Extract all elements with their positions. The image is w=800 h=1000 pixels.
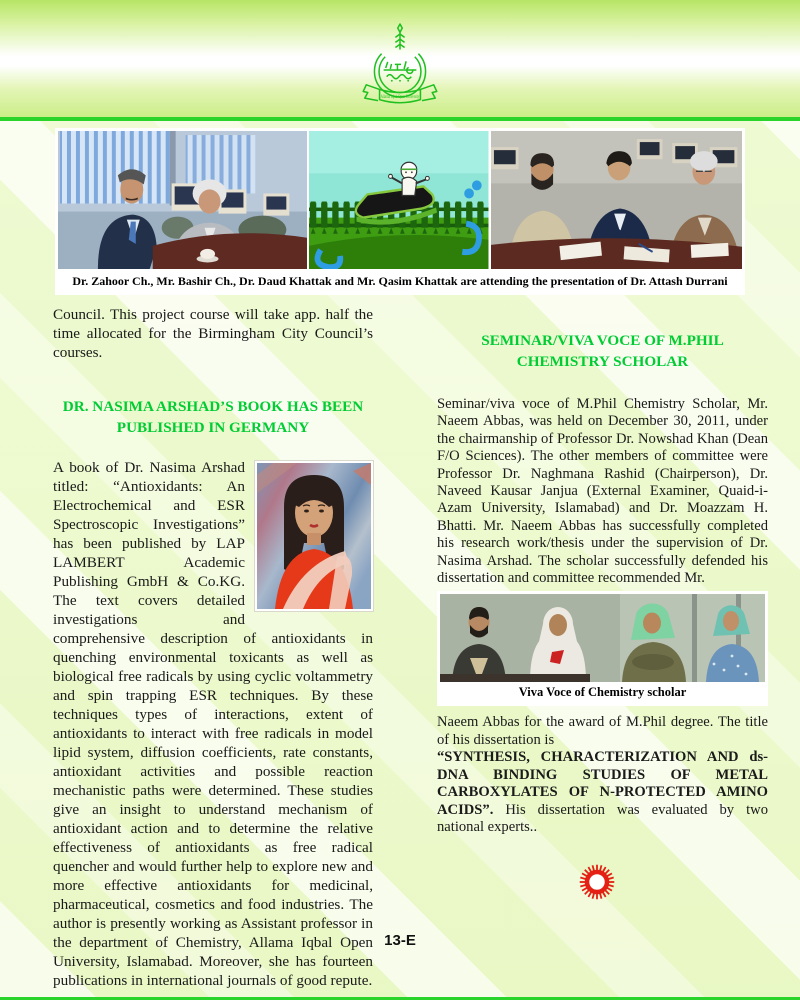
article-heading-seminar: SEMINAR/VIVA VOCE OF M.PHIL CHEMISTRY SCHOLAR: [481, 332, 724, 370]
photo-meeting-table: [491, 131, 742, 269]
page-number: 13-E: [384, 932, 416, 949]
crest-ribbon-text: Allama Iqbal Open University: [380, 95, 420, 101]
photo-row: [58, 131, 742, 269]
header-band: [0, 0, 800, 117]
article-body-seminar-2: [437, 714, 768, 836]
article-body-book: [53, 458, 373, 990]
photo-computer-lab-presentation: [58, 131, 307, 269]
photo-strip-caption: Dr. Zahoor Ch., Mr. Bashir Ch., Dr. Daud Khattak and Mr. Qasim Khattak are attending the presentation of Dr. Attash Durrani: [72, 274, 728, 288]
intro-paragraph: Council. This project course will take app. half the time allocated for the Birmingham City Council’s courses.: [53, 306, 373, 361]
dissertation-lead-text: Naeem Abbas for the award of M.Phil degree. The title of his dissertation is: [437, 714, 768, 748]
dissertation-tail-text: His dissertation was evaluated by two national experts..: [437, 801, 768, 835]
dissertation-title-text: “SYNTHESIS, CHARACTERIZATION AND ds-DNA BINDING STUDIES OF METAL CARBOXYLATES OF N-PROTECTED AMINO ACIDS”.: [437, 749, 768, 818]
article-body-seminar-1: Seminar/viva voce of M.Phil Chemistry Scholar, Mr. Naeem Abbas, was held on December 30, 2011, under the chairmanship of Professor Dr. Nowshad Khan (Dean F/O Sciences). The other members of committee were Professor Dr. Naghmana Rashid (Chairperson), Dr. Naveed Kausar Janjua (External Examiner, Quaid-i-Azam University, Islamabad) and Dr. Moazzam H. Bhatti. Mr. Naeem Abbas has successfully completed his research work/thesis under the supervision of Dr. Nasima Arshad. The scholar successfully defended his dissertation and committee recommended Mr.: [437, 396, 768, 587]
article-heading-book: DR. NASIMA ARSHAD’S BOOK HAS BEEN PUBLISHED IN GERMANY: [62, 398, 364, 436]
article-text-book: A book of Dr. Nasima Arshad titled: “Antioxidants: An Electrochemical and ESR Spectroscopic Investigations” has been published by LAP LAMBERT Academic Publishing GmbH & Co.KG. The text covers detailed investigations and comprehensive description of antioxidants in quenching environmental toxicants as well as biological free radicals by using cyclic voltammetry and spin trapping ESR techniques. By these techniques types of interactions, extent of antioxidants to interact with free radicals in model lipid system, diffusion coefficients, rate constants, antioxidant activities and possible reaction mechanistic paths were determined. These studies give an insight to understand mechanism of antioxidant action and to determine the relative effectiveness of antioxidants as free radical quencher and would further help to explore new and more effective antioxidants for medicinal, pharmaceutical, cosmetics and food industries. The author is presently working as Assistant professor in the department of Chemistry, Allama Iqbal Open University, Islamabad. Moreover, she has fourteen publications in international journals of good repute.: [53, 459, 373, 989]
viva-photo-caption: Viva Voce of Chemistry scholar: [518, 685, 687, 700]
left-column: [53, 305, 373, 990]
portrait-photo-nasima-arshad: [255, 461, 373, 611]
photo-cartoon-flying-book: [309, 131, 488, 269]
viva-photo-box: [437, 591, 768, 706]
photo-viva-voce: [440, 594, 765, 682]
top-photo-strip: [55, 128, 745, 295]
starburst-ornament-icon: [577, 862, 617, 902]
header-divider: [0, 117, 800, 121]
university-crest-icon: [348, 22, 452, 116]
right-column: [437, 330, 768, 902]
